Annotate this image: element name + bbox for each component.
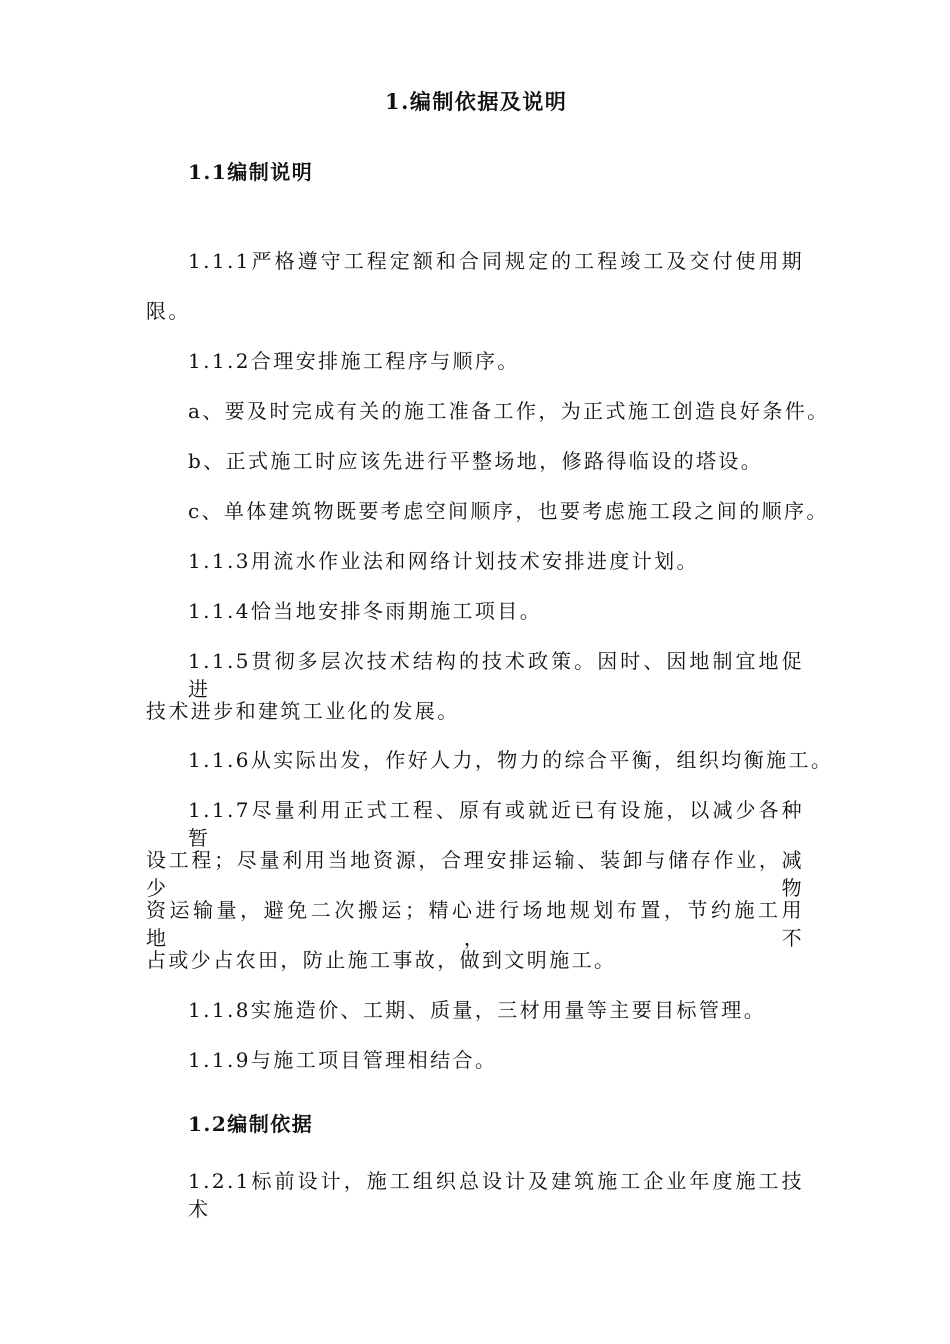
paragraph-1-1-3: 1.1.3用流水作业法和网络计划技术安排进度计划。: [188, 549, 699, 573]
paragraph-1-1-7-line-4: 占或少占农田，防止施工事故，做到文明施工。: [146, 948, 617, 972]
paragraph-1-1-8: 1.1.8实施造价、工期、质量，三材用量等主要目标管理。: [188, 998, 767, 1022]
paragraph-1-1-7-line-3: 资运输量，避免二次搬运；精心进行场地规划布置，节约施工用地，不: [146, 898, 804, 950]
paragraph-1-1-7-line-2: 设工程；尽量利用当地资源，合理安排运输、装卸与储存作业，减少物: [146, 848, 804, 900]
paragraph-1-1-1: 1.1.1严格遵守工程定额和合同规定的工程竣工及交付使用期: [188, 249, 804, 273]
paragraph-1-1-6: 1.1.6从实际出发，作好人力，物力的综合平衡，组织均衡施工。: [188, 748, 834, 772]
section-heading-1-2: 1.2编制依据: [188, 1112, 314, 1136]
paragraph-1-1-7: 1.1.7尽量利用正式工程、原有或就近已有设施，以减少各种暂: [188, 798, 804, 850]
paragraph-1-1-9: 1.1.9与施工项目管理相结合。: [188, 1048, 498, 1072]
document-title: 1.编制依据及说明: [385, 89, 568, 114]
paragraph-1-1-5-continued: 技术进步和建筑工业化的发展。: [146, 699, 460, 723]
paragraph-1-1-1-continued: 限。: [146, 299, 191, 323]
list-item-c: c、单体建筑物既要考虑空间顺序，也要考虑施工段之间的顺序。: [188, 499, 829, 523]
list-item-a: a、要及时完成有关的施工准备工作，为正式施工创造良好条件。: [188, 399, 830, 423]
section-heading-1-1: 1.1编制说明: [188, 160, 314, 184]
list-item-b: b、正式施工时应该先进行平整场地，修路得临设的塔设。: [188, 449, 764, 473]
paragraph-1-1-5: 1.1.5贯彻多层次技术结构的技术政策。因时、因地制宜地促进: [188, 649, 804, 701]
paragraph-1-1-4: 1.1.4恰当地安排冬雨期施工项目。: [188, 599, 543, 623]
paragraph-1-2-1: 1.2.1标前设计，施工组织总设计及建筑施工企业年度施工技术: [188, 1169, 804, 1221]
paragraph-1-1-2: 1.1.2合理安排施工程序与顺序。: [188, 349, 520, 373]
